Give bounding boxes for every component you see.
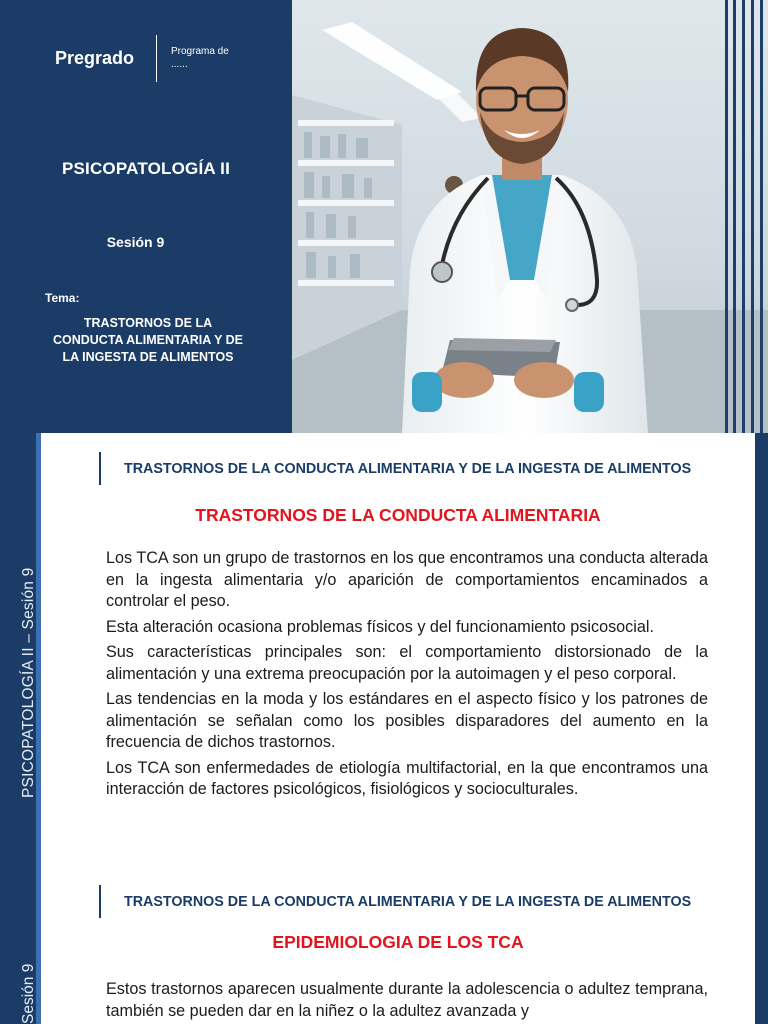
brand-logo: Pregrado [55, 48, 135, 68]
slide1-body [106, 548, 708, 805]
program-line-1: Programa de [171, 46, 229, 57]
doctor-illustration [292, 0, 768, 433]
slide2-header-bar [99, 885, 101, 918]
slide1-paragraph: Los TCA son un grupo de trastornos en los que encontramos una conducta alterada en la ingesta alimentaria y/o aparición de comportamientos encaminados a controlar el peso. [106, 549, 708, 610]
tema-line-2: CONDUCTA ALIMENTARIA Y DE [52, 333, 244, 347]
content-area [41, 433, 755, 1024]
slide2-header: TRASTORNOS DE LA CONDUCTA ALIMENTARIA Y DE LA INGESTA DE ALIMENTOS [124, 894, 692, 910]
brand-divider [156, 35, 157, 82]
slide1-paragraph: Sus características principales son: el comportamiento distorsionado de la alimentación y una extrema preocupación por la autoimagen y el peso corporal. [106, 643, 708, 683]
slide2-body [106, 979, 708, 1024]
tema-line-3: LA INGESTA DE ALIMENTOS [62, 350, 234, 364]
doctor-photo [292, 0, 768, 433]
tema-label: Tema: [45, 291, 80, 305]
slide1-paragraph: Las tendencias en la moda y los estándares en el aspecto físico y los patrones de alimentación se señalan como los posibles disparadores del aumento en la frecuencia de dichos trastornos. [106, 690, 708, 751]
sidebar-course-label: PSICOPATOLOGÍA II – Sesión 9 [20, 567, 37, 798]
cover-slide [0, 0, 768, 433]
course-title: PSICOPATOLOGÍA II [61, 159, 231, 178]
slide1-title: TRASTORNOS DE LA CONDUCTA ALIMENTARIA [195, 505, 601, 525]
tema-title [38, 315, 258, 366]
slide1-paragraph: Esta alteración ocasiona problemas físicos y del funcionamiento psicosocial. [106, 617, 654, 636]
slide2-title: EPIDEMIOLOGIA DE LOS TCA [272, 932, 524, 952]
program-label [171, 45, 229, 71]
slide1-header-bar [99, 452, 101, 485]
slide1-paragraph: Los TCA son enfermedades de etiología multifactorial, en la que encontramos una interacción de factores psicológicos, fisiológicos y socioculturales. [106, 758, 708, 798]
program-line-2: ...... [171, 59, 188, 70]
sidebar-course-label-partial: Sesión 9 [20, 963, 37, 1024]
session-label: Sesión 9 [106, 234, 165, 250]
slide2-paragraph: Estos trastornos aparecen usualmente durante la adolescencia o adultez temprana, también se pueden dar en la niñez o la adultez avanzada y [106, 980, 708, 1020]
tema-line-1: TRASTORNOS DE LA [83, 316, 213, 330]
slide1-header: TRASTORNOS DE LA CONDUCTA ALIMENTARIA Y DE LA INGESTA DE ALIMENTOS [124, 461, 692, 477]
